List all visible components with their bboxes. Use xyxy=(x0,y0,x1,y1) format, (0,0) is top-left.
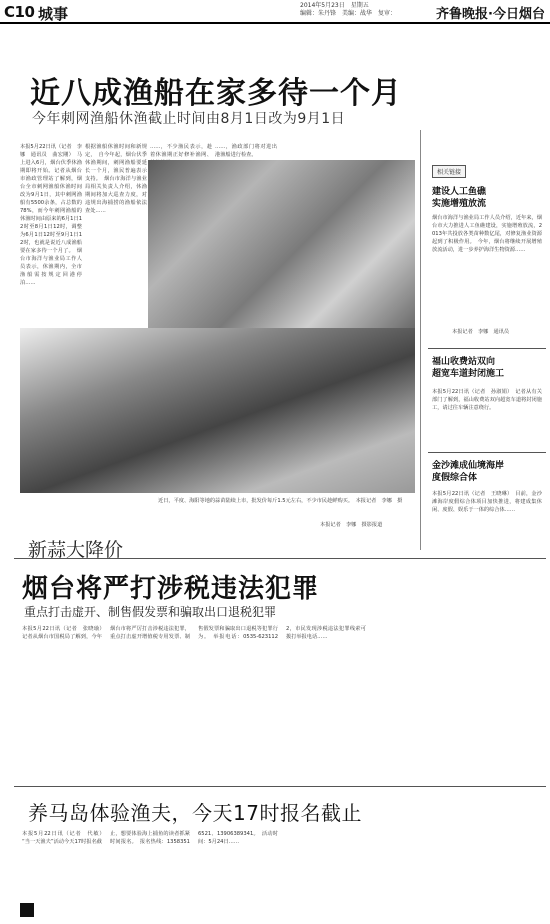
photo-credit: 本报记者 李娜 摄影报道 xyxy=(320,522,383,528)
sidebar-story2-title: 福山收费站双向 超宽车道封闭施工 xyxy=(432,357,505,379)
header-editors: 编辑：朱丹锋 美编：战华 复审： xyxy=(300,10,397,17)
section-rule-tax xyxy=(14,558,546,559)
lead-photo-fishing-boats xyxy=(148,160,415,328)
island-body: 本报5月22日讯（记者 代敏） “当一天渔夫”活动今天17时报名截止，想要体验海上捕鱼的读者抓紧时间报名。 报名热线：13583516521、13906389341。 活动时间：5月24日…… xyxy=(22,831,278,845)
sidebar-rule-1 xyxy=(428,348,546,349)
sidebar-story1-title: 建设人工鱼礁 实施增殖放流 xyxy=(432,187,487,209)
lead-body-col1: 本报5月22日讯（记者 李娜 通讯员 曲宏剛） 马上进入6月，烟台伏季休渔期即将开始。记者从烟台市渔政管理站了解到，烟台全市刺网渔船休渔时间改为9月1日，其中刺网渔船有5500余条，占总数的78%，而今年刺网渔船的休渔时间由原来的6月1日12时至8月1日12时，调整为6月1日12时至9月1日12时，也就是说近八成渔船要在家多待一个月了。 烟台市海洋与渔业局工作人员表示，休渔期内，全市渔船需按规定回港停泊…… xyxy=(20,144,82,286)
brand-logo: 齐鲁晚报·今日烟台 xyxy=(436,7,545,22)
sidebar-story3-body: 本报5月22日讯（记者 王晓琳） 目前，金沙滩海岸度假综合体项目加快推进，将建成集休闲、度假、娱乐于一体的综合体…… xyxy=(432,491,542,513)
lead-headline: 近八成渔船在家多待一个月 xyxy=(30,76,402,111)
header-meta xyxy=(300,2,410,18)
lead-subheadline: 今年刺网渔船休渔截止时间由8月1日改为9月1日 xyxy=(32,111,346,127)
column-divider xyxy=(420,130,421,550)
header-rule xyxy=(0,22,550,24)
section-number: C10 xyxy=(4,3,35,21)
sidebar-story2-body: 本报5月22日讯（记者 孙淑娟） 记者从有关部门了解到，福山收费站双向超宽车道将封闭施工，请过往车辆注意绕行。 xyxy=(432,389,542,411)
sidebar-story1-body: 烟台市海洋与渔业局工作人员介绍，近年来，烟台市大力推进人工鱼礁建设，实施增殖放流，2013年共投放各类苗种数亿尾，对修复渔业资源起到了积极作用。 今年，烟台将继续开展增殖放流活动，进一步养护海洋生物资源…… xyxy=(432,215,542,253)
tax-subheadline: 重点打击虚开、制售假发票和骗取出口退税犯罪 xyxy=(24,605,277,619)
sidebar-rule-2 xyxy=(428,452,546,453)
lead-body-col2: 根据渔船休渔时间和新规定， 自今年起，烟台伏季休渔期间，刺网渔船要延长一个月，渔民普遍表示支持。 烟台市海洋与渔业局相关负责人介绍，休渔期间将加大巡查力度，对违规出海捕捞的渔船依法查处…… xyxy=(85,144,147,214)
section-name: 城事 xyxy=(38,5,69,23)
photo-caption: 近日，平度、海阳等地的蒜苗陆续上市，批发价每斤1.5元左右，不少市民趁鲜购买。 本报记者 李娜 摄 xyxy=(158,498,403,504)
sidebar-story1-credit: 本报记者 李娜 通讯员 xyxy=(452,329,510,335)
island-headline: 养马岛体验渔夫，今天17时报名截止 xyxy=(28,801,362,825)
related-links-tag: 相关链接 xyxy=(432,165,466,178)
page-header xyxy=(0,0,550,22)
header-date: 2014年5月23日 星期五 xyxy=(300,2,369,9)
section-rule-island xyxy=(14,786,546,787)
lead-body-col3: ……，不少渔民表示，趁着休渔期正好修补渔网、 xyxy=(150,144,212,158)
tax-body: 本报5月22日讯（记者 张晓瑜） 记者从烟台市国税局了解到，今年烟台市将严厉打击涉税违法犯罪，重点打击虚开增值税专用发票、制售假发票和骗取出口退税等犯罪行为。 举报电话：0535-6231122，市民发现涉税违法犯罪线索可拨打举报电话…… xyxy=(22,626,366,640)
sidebar-story3-title: 金沙滩成仙境海岸 度假综合体 xyxy=(432,461,505,483)
garlic-market-photo xyxy=(20,328,415,493)
lead-body-col4: ……，渔政部门将对进出港渔船进行检查。 xyxy=(215,144,277,158)
garlic-headline: 新蒜大降价 xyxy=(28,539,124,561)
square-bullet-icon xyxy=(20,903,34,917)
tax-headline: 烟台将严打涉税违法犯罪 xyxy=(22,574,320,604)
